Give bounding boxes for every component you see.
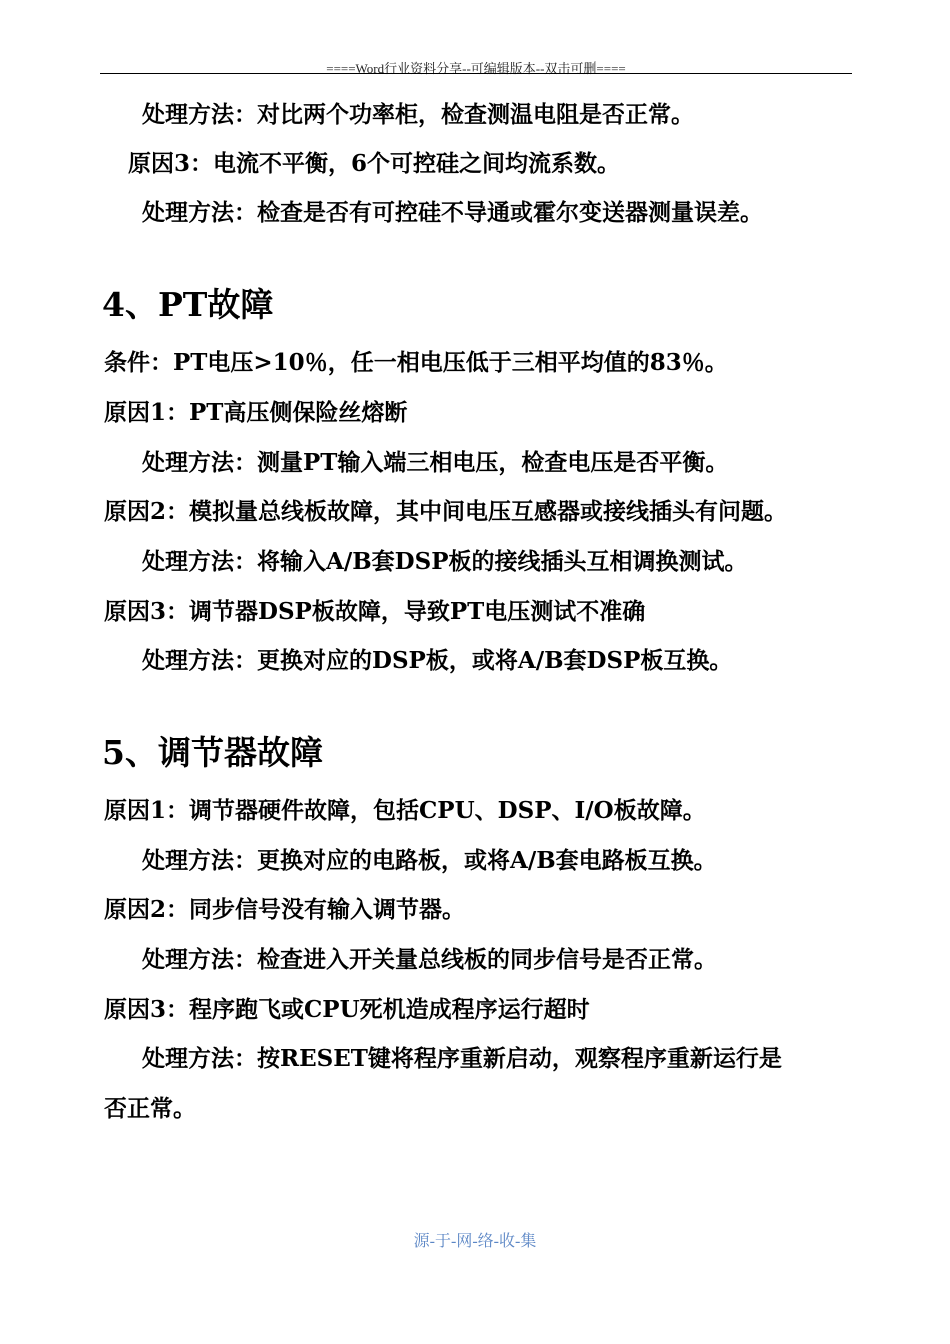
paragraph-line: 条件：PT电压>10％，任一相电压低于三相平均值的83％。 [104, 349, 728, 376]
paragraph-line: 原因3：调节器DSP板故障，导致PT电压测试不准确 [104, 598, 646, 625]
paragraph-line: 处理方法：检查进入开关量总线板的同步信号是否正常。 [142, 946, 717, 973]
section-heading: 5、调节器故障 [102, 733, 323, 772]
paragraph-line: 原因1：PT高压侧保险丝熔断 [104, 399, 408, 426]
paragraph-line: 处理方法：检查是否有可控硅不导通或霍尔变送器测量误差。 [142, 199, 763, 226]
paragraph-line: 原因2：同步信号没有输入调节器。 [104, 896, 466, 923]
paragraph-line: 处理方法：测量PT输入端三相电压，检查电压是否平衡。 [142, 449, 729, 476]
section-heading: 4、PT故障 [102, 285, 274, 324]
paragraph-line: 处理方法：更换对应的电路板，或将A/B套电路板互换。 [142, 847, 717, 874]
page-footer: 源-于-网-络-收-集 [413, 1233, 537, 1250]
paragraph-line: 原因3：电流不平衡，6个可控硅之间均流系数。 [128, 150, 621, 177]
paragraph-line: 否正常。 [104, 1095, 196, 1122]
page-header: ====Word行业资料分享--可编辑版本--双击可删==== [326, 61, 626, 76]
paragraph-line: 原因2：模拟量总线板故障，其中间电压互感器或接线插头有问题。 [104, 498, 788, 525]
paragraph-line: 原因3：程序跑飞或CPU死机造成程序运行超时 [104, 996, 590, 1023]
paragraph-line: 处理方法：将输入A/B套DSP板的接线插头互相调换测试。 [142, 548, 748, 575]
paragraph-line: 处理方法：更换对应的DSP板，或将A/B套DSP板互换。 [142, 647, 733, 674]
header-rule [100, 73, 852, 74]
paragraph-line: 原因1：调节器硬件故障，包括CPU、DSP、I/O板故障。 [104, 797, 706, 824]
paragraph-line: 处理方法：对比两个功率柜，检查测温电阻是否正常。 [142, 101, 694, 128]
paragraph-line: 处理方法：按RESET键将程序重新启动，观察程序重新运行是 [142, 1045, 782, 1072]
